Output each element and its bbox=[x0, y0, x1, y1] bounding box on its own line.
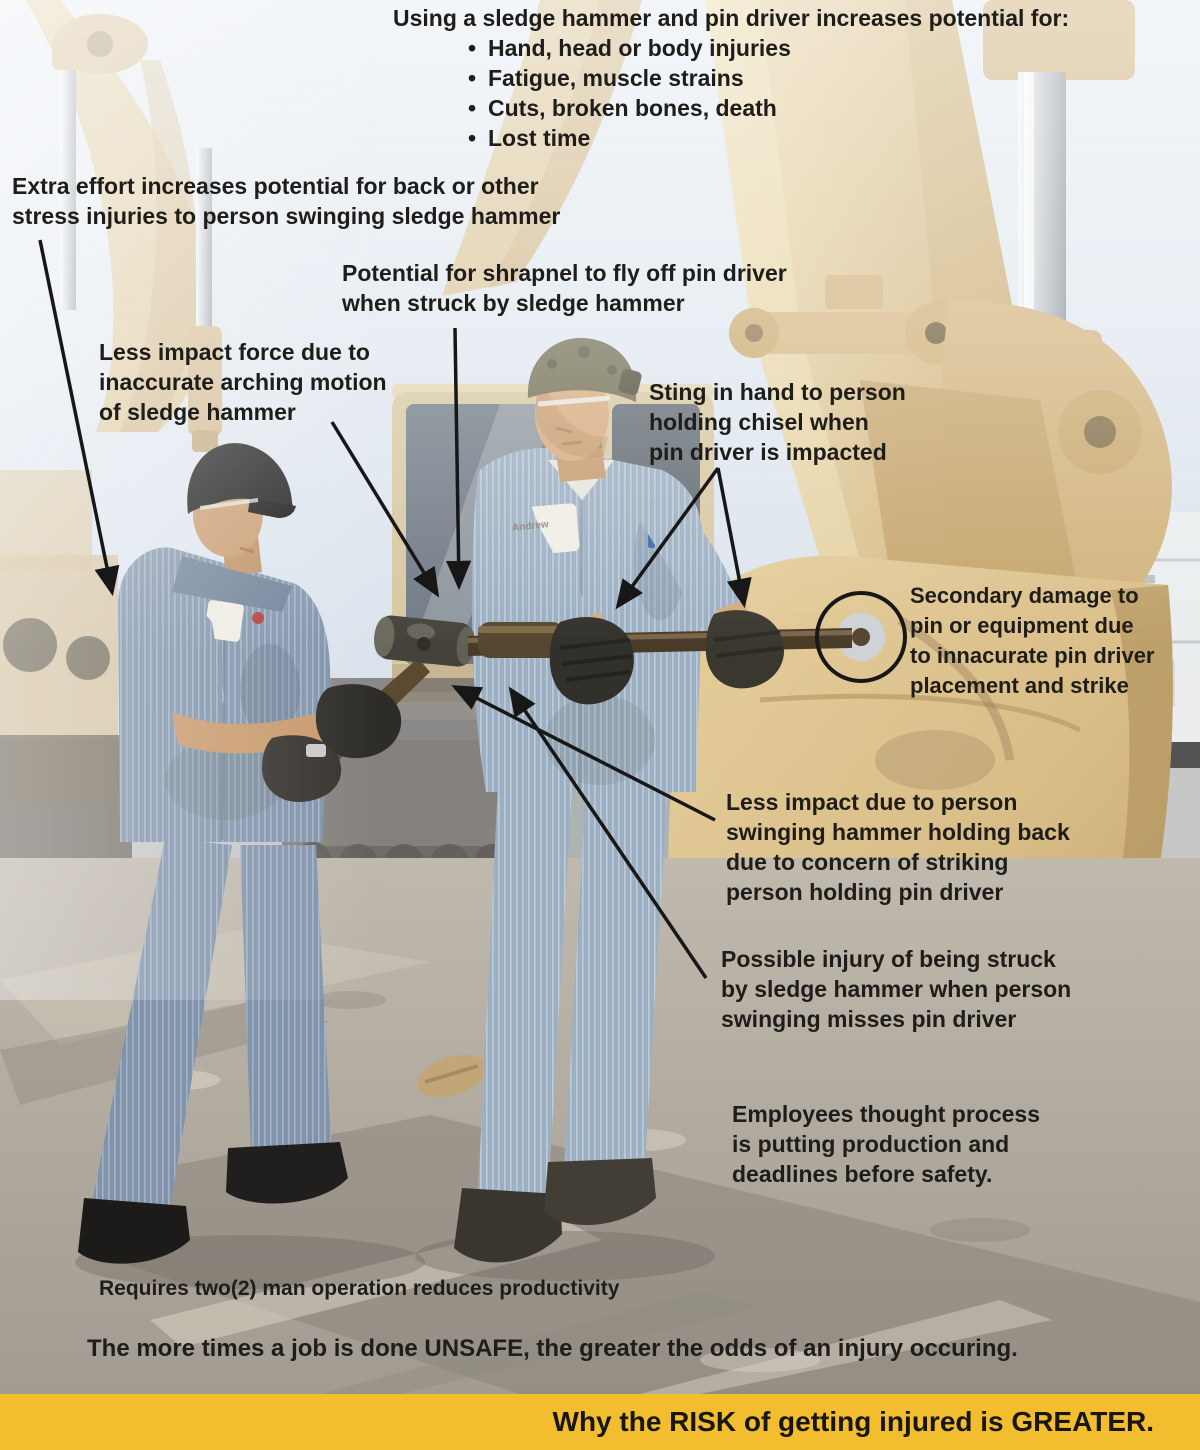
bullet-icon: • bbox=[468, 65, 477, 91]
name-patch: Andrew bbox=[511, 519, 550, 534]
bullet-item: • Lost time bbox=[468, 125, 591, 151]
bullet-icon: • bbox=[468, 95, 477, 121]
bottom-banner bbox=[0, 1394, 1200, 1450]
callout-less-impact-force: Less impact force due to inaccurate arching motion of sledge hammer bbox=[99, 339, 387, 425]
title-bullets bbox=[468, 33, 791, 153]
callout-extra-effort: Extra effort increases potential for back or other stress injuries to person swinging sledge hammer bbox=[12, 173, 561, 229]
callout-thought-process: Employees thought process is putting production and deadlines before safety. bbox=[732, 1101, 1041, 1187]
callout-shrapnel: Potential for shrapnel to fly off pin driver when struck by sledge hammer bbox=[342, 260, 787, 316]
bullet-item: • Cuts, broken bones, death bbox=[468, 95, 777, 121]
banner-text: Why the RISK of getting injured is GREATER. bbox=[552, 1406, 1154, 1437]
callout-secondary-damage: Secondary damage to pin or equipment due to innacurate pin driver placement and strike bbox=[910, 583, 1155, 698]
bullet-item: • Hand, head or body injuries bbox=[468, 35, 791, 61]
callout-possible-injury: Possible injury of being struck by sledge hammer when person swinging misses pin driver bbox=[721, 946, 1072, 1032]
bullet-icon: • bbox=[468, 35, 477, 61]
footer-more-times: The more times a job is done UNSAFE, the greater the odds of an injury occuring. bbox=[87, 1335, 1018, 1362]
callout-sting: Sting in hand to person holding chisel when pin driver is impacted bbox=[649, 379, 906, 465]
bullet-item: • Fatigue, muscle strains bbox=[468, 65, 744, 91]
bullet-icon: • bbox=[468, 125, 477, 151]
callout-less-impact-holding: Less impact due to person swinging hammer holding back due to concern of striking person holding pin driver bbox=[726, 789, 1070, 905]
footer-requires: Requires two(2) man operation reduces productivity bbox=[99, 1277, 620, 1300]
title-intro-text: Using a sledge hammer and pin driver increases potential for: bbox=[393, 5, 1070, 31]
title-intro bbox=[393, 3, 1069, 33]
